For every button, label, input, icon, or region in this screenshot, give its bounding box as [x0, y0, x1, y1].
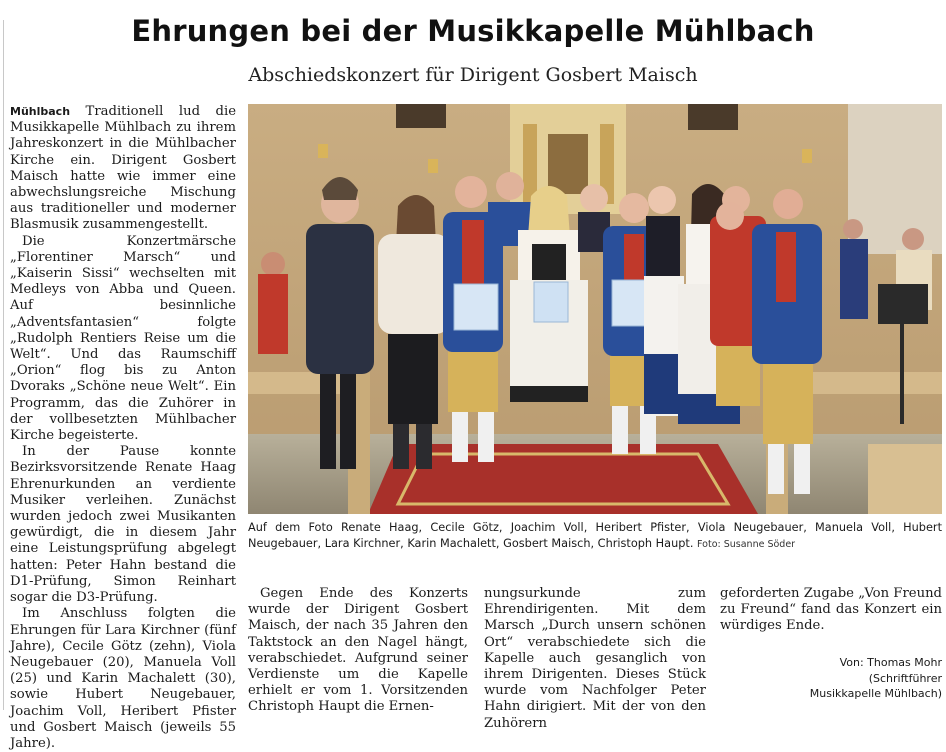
subheadline: Abschiedskonzert für Dirigent Gosbert Maisch [248, 64, 698, 86]
paragraph-5-end: geforderten Zugabe „Von Freund zu Freund“ fand das Konzert ein würdiges Ende. [720, 586, 942, 634]
byline-organisation: Musikkapelle Mühlbach) [809, 687, 942, 700]
byline [760, 655, 942, 702]
column-rule [3, 20, 4, 710]
caption-text: Auf dem Foto Renate Haag, Cecile Götz, Joachim Voll, Heribert Pfister, Viola Neugebauer, Manuela Voll, Hubert Neugebauer, Lara Kirchner, Karin Machalett, Gosbert Maisch, Christoph Haupt. [248, 521, 942, 550]
article-column-3 [484, 586, 706, 732]
paragraph-2: Die Konzertmärsche „Florentiner Marsch“ und „Kaiserin Sissi“ wechselten mit Medleys von Abba und Queen. Auf besinnliche „Adventsfantasien“ folgte „Rudolph Rentiers Reise um die Welt“. Und das Raumschiff „Orion“ flog bis zu Anton Dvoraks „Schöne neue Welt“. Ein Programm, das die Zuhörer in der vollbesetzten Mühlbacher Kirche begeisterte. [10, 233, 236, 444]
paragraph-1-text: Traditionell lud die Musikkapelle Mühlbach zu ihrem Jahreskonzert in die Mühlbacher Kirche ein. Dirigent Gosbert Maisch hatte wie immer eine abwechslungsreiche Mischung aus traditioneller und moderner Blasmusik zusammengestellt. [10, 104, 236, 233]
article-column-1 [10, 104, 236, 752]
photo-credit: Foto: Susanne Söder [697, 539, 796, 550]
byline-author: Von: Thomas Mohr [839, 656, 942, 669]
paragraph-4: Im Anschluss folgten die Ehrungen für Lara Kirchner (fünf Jahre), Cecile Götz (zehn), Viola Neugebauer (20), Manuela Voll (25) und Karin Machalett (30), sowie Hubert Neugebauer, Joachim Voll, Heribert Pfister und Gosbert Maisch (jeweils 55 Jahre). [10, 606, 236, 751]
headline: Ehrungen bei der Musikkapelle Mühlbach [131, 14, 815, 48]
article-column-4 [720, 586, 942, 635]
paragraph-1 [10, 104, 236, 234]
paragraph-5: Gegen Ende des Konzerts wurde der Dirigent Gosbert Maisch, der nach 35 Jahren den Taktstock an den Nagel hängt, verabschiedet. Aufgrund seiner Verdienste um die Kapelle erhielt er vom 1. Vorsitzenden Christoph Haupt die Ernen- [248, 586, 468, 715]
photo-caption [248, 520, 942, 553]
group-photo-illustration [248, 104, 942, 514]
article-column-2 [248, 586, 468, 716]
dateline: Mühlbach [10, 105, 71, 118]
group-photo [248, 104, 942, 514]
paragraph-5-continued: nungsurkunde zum Ehrendirigenten. Mit dem Marsch „Durch unsern schönen Ort“ verabschiedete sich die Kapelle auch gesanglich von ihrem Dirigenten. Dieses Stück wurde vom Nachfolger Peter Hahn dirigiert. Mit der von den Zuhörern [484, 586, 706, 731]
byline-role: (Schriftführer [868, 671, 942, 685]
paragraph-3: In der Pause konnte Bezirksvorsitzende Renate Haag Ehrenurkunden an verdiente Musiker verleihen. Zunächst wurden jedoch zwei Musikanten gewürdigt, die in diesem Jahr eine Leistungsprüfung abgelegt hatten: Peter Hahn bestand die D1-Prüfung, Simon Reinhart sogar die D3-Prüfung. [10, 444, 236, 606]
